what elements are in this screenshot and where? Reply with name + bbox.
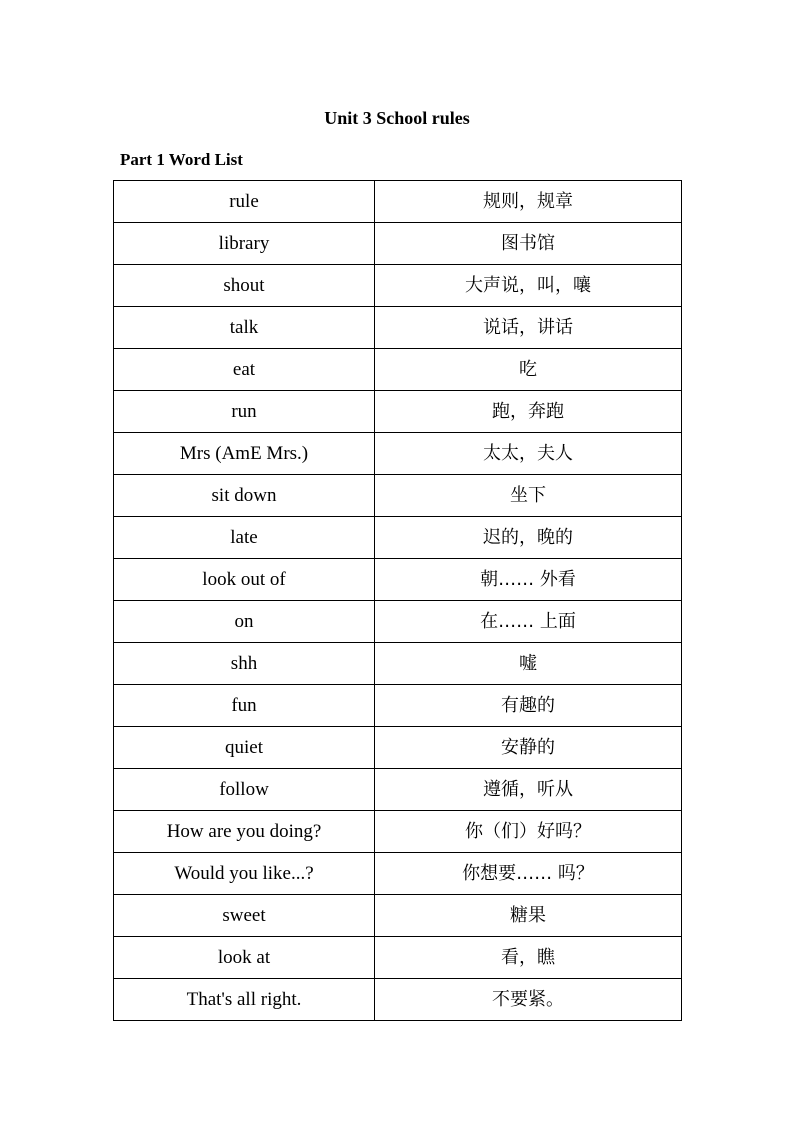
- table-row: [114, 475, 682, 517]
- english-term: run: [114, 391, 375, 433]
- chinese-meaning: 说话，讲话: [375, 307, 682, 349]
- chinese-meaning: 迟的，晚的: [375, 517, 682, 559]
- table-row: [114, 601, 682, 643]
- chinese-meaning: 你想要…… 吗？: [375, 853, 682, 895]
- chinese-meaning: 不要紧。: [375, 979, 682, 1021]
- table-row: [114, 643, 682, 685]
- chinese-meaning: 在…… 上面: [375, 601, 682, 643]
- section-heading: Part 1 Word List: [120, 150, 243, 169]
- table-row: [114, 853, 682, 895]
- english-term: talk: [114, 307, 375, 349]
- english-term: sweet: [114, 895, 375, 937]
- chinese-meaning: 规则，规章: [375, 181, 682, 223]
- word-list-table: [113, 180, 682, 1021]
- table-row: [114, 937, 682, 979]
- table-row: [114, 517, 682, 559]
- english-term: Would you like...?: [114, 853, 375, 895]
- table-row: [114, 391, 682, 433]
- table-row: [114, 433, 682, 475]
- chinese-meaning: 朝…… 外看: [375, 559, 682, 601]
- english-term: sit down: [114, 475, 375, 517]
- chinese-meaning: 你（们）好吗？: [375, 811, 682, 853]
- english-term: look out of: [114, 559, 375, 601]
- chinese-meaning: 嘘: [375, 643, 682, 685]
- table-row: [114, 685, 682, 727]
- english-term: Mrs (AmE Mrs.): [114, 433, 375, 475]
- table-row: [114, 559, 682, 601]
- chinese-meaning: 遵循，听从: [375, 769, 682, 811]
- chinese-meaning: 图书馆: [375, 223, 682, 265]
- chinese-meaning: 安静的: [375, 727, 682, 769]
- english-term: follow: [114, 769, 375, 811]
- chinese-meaning: 糖果: [375, 895, 682, 937]
- chinese-meaning: 看，瞧: [375, 937, 682, 979]
- table-row: [114, 895, 682, 937]
- english-term: shh: [114, 643, 375, 685]
- chinese-meaning: 有趣的: [375, 685, 682, 727]
- table-row: [114, 811, 682, 853]
- english-term: library: [114, 223, 375, 265]
- english-term: quiet: [114, 727, 375, 769]
- page-title: Unit 3 School rules: [324, 108, 470, 128]
- table-row: [114, 979, 682, 1021]
- table-row: [114, 181, 682, 223]
- english-term: rule: [114, 181, 375, 223]
- english-term: eat: [114, 349, 375, 391]
- english-term: late: [114, 517, 375, 559]
- table-row: [114, 349, 682, 391]
- table-row: [114, 307, 682, 349]
- chinese-meaning: 坐下: [375, 475, 682, 517]
- english-term: on: [114, 601, 375, 643]
- chinese-meaning: 吃: [375, 349, 682, 391]
- english-term: shout: [114, 265, 375, 307]
- table-row: [114, 223, 682, 265]
- chinese-meaning: 跑，奔跑: [375, 391, 682, 433]
- chinese-meaning: 太太，夫人: [375, 433, 682, 475]
- english-term: fun: [114, 685, 375, 727]
- english-term: look at: [114, 937, 375, 979]
- table-row: [114, 265, 682, 307]
- word-list-body: [114, 181, 682, 1021]
- table-row: [114, 769, 682, 811]
- chinese-meaning: 大声说，叫，嚷: [375, 265, 682, 307]
- english-term: That's all right.: [114, 979, 375, 1021]
- english-term: How are you doing?: [114, 811, 375, 853]
- table-row: [114, 727, 682, 769]
